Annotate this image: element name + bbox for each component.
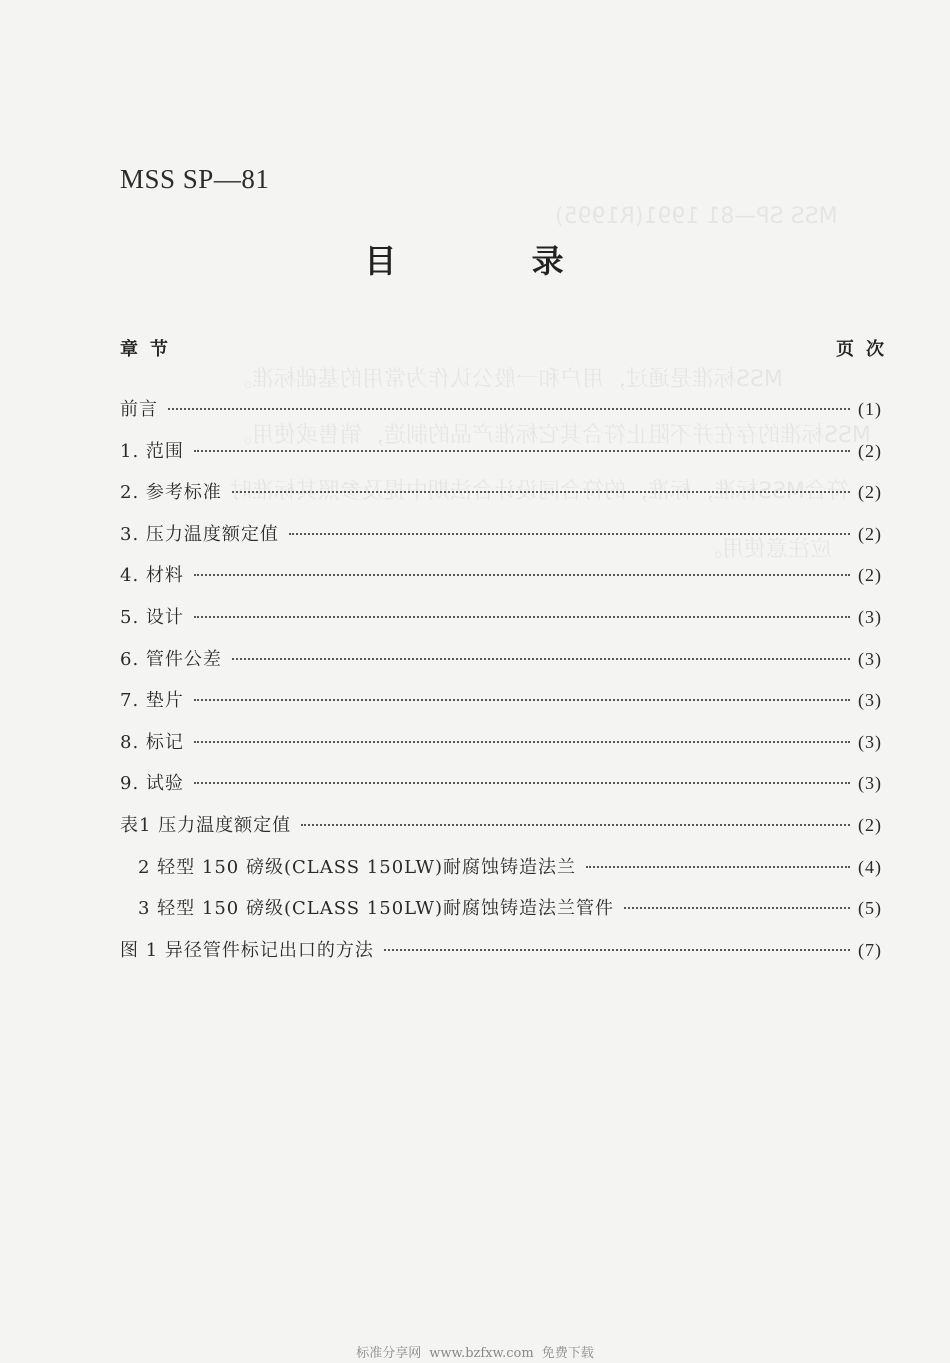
- footer: [0, 1342, 950, 1361]
- document-code: MSS SP—81: [120, 164, 270, 194]
- toc-entry-page: (2): [858, 440, 882, 461]
- toc-entry-label: 6. 管件公差: [120, 648, 222, 670]
- toc-entry-label: 3 轻型 150 磅级(CLASS 150LW)耐腐蚀铸造法兰管件: [138, 898, 615, 920]
- toc-entry-label: 图 1 异径管件标记出口的方法: [120, 939, 374, 961]
- toc-dot-leader: [624, 907, 850, 909]
- toc-entry-label: 5. 设计: [120, 606, 184, 628]
- toc-entry: [120, 520, 882, 562]
- bleed-through-line: MSS SP—81 1991(R1995): [555, 204, 838, 229]
- toc-entry-page: (2): [858, 482, 882, 503]
- toc-dot-leader: [384, 949, 850, 951]
- footer-url: www.bzfxw.com: [429, 1346, 534, 1361]
- toc-entry-label: 3. 压力温度额定值: [120, 523, 279, 545]
- toc-entry-page: (3): [858, 773, 882, 794]
- toc-entry-page: (3): [858, 648, 882, 669]
- toc-entry-page: (3): [858, 731, 882, 752]
- toc-entry-label: 2. 参考标准: [120, 482, 222, 504]
- toc-entry: [120, 478, 882, 520]
- toc-header-chapter: 章节: [120, 339, 180, 360]
- toc-entry: [120, 645, 882, 687]
- toc-entry: [120, 603, 882, 645]
- toc-entry: [120, 811, 882, 853]
- toc-entry: [120, 769, 882, 811]
- toc-list: [120, 395, 882, 977]
- toc-entry-label: 前言: [120, 399, 158, 420]
- footer-site-name: 标准分享网: [356, 1346, 422, 1361]
- toc-entry-page: (2): [858, 523, 882, 544]
- bleed-through-line: 应注意使用。: [700, 537, 833, 562]
- toc-dot-leader: [194, 450, 850, 452]
- toc-dot-leader: [194, 699, 850, 701]
- toc-entry-page: (5): [858, 898, 882, 919]
- toc-entry-page: (7): [858, 939, 882, 960]
- toc-entry: [120, 728, 882, 770]
- toc-dot-leader: [232, 658, 850, 660]
- toc-entry-page: (2): [858, 565, 882, 586]
- toc-entry-page: (1): [858, 399, 882, 419]
- toc-entry: [120, 686, 882, 728]
- bleed-through-line: 符合MSS标准，标准，的符合同设计合法期中提及参照其标准时: [230, 479, 849, 504]
- toc-entry: [120, 437, 882, 479]
- toc-title: 目 录: [364, 242, 626, 280]
- toc-entry: [120, 561, 882, 603]
- toc-dot-leader: [168, 408, 850, 410]
- toc-entry-label: 1. 范围: [120, 440, 184, 462]
- toc-dot-leader: [301, 824, 850, 826]
- toc-entry-page: (4): [858, 856, 882, 877]
- toc-entry-label: 7. 垫片: [120, 690, 184, 712]
- toc-entry-label: 4. 材料: [120, 565, 184, 587]
- toc-entry: [120, 395, 882, 437]
- toc-entry-label: 2 轻型 150 磅级(CLASS 150LW)耐腐蚀铸造法兰: [138, 856, 577, 878]
- toc-entry: [120, 853, 882, 895]
- toc-entry: [120, 936, 882, 978]
- toc-dot-leader: [289, 533, 850, 535]
- toc-dot-leader: [194, 574, 850, 576]
- toc-header-page: 页次: [836, 339, 896, 360]
- bleed-through-line: MSS标准的存在并不阻止符合其它标准产品的制造，销售或使用。: [230, 423, 871, 448]
- bleed-through-line: MSS标准是通过，用户和一般公认作为常用的基础标准。: [230, 367, 783, 392]
- toc-entry-label: 8. 标记: [120, 731, 184, 753]
- toc-entry-page: (3): [858, 690, 882, 711]
- toc-dot-leader: [232, 491, 850, 493]
- toc-entry-label: 表1 压力温度额定值: [120, 814, 292, 836]
- toc-dot-leader: [586, 866, 850, 868]
- toc-entry-label: 9. 试验: [120, 773, 184, 795]
- toc-entry-page: (3): [858, 606, 882, 627]
- toc-dot-leader: [194, 782, 850, 784]
- toc-entry: [120, 894, 882, 936]
- toc-dot-leader: [194, 741, 850, 743]
- toc-dot-leader: [194, 616, 850, 618]
- toc-entry-page: (2): [858, 814, 882, 835]
- footer-note: 免费下载: [541, 1346, 594, 1361]
